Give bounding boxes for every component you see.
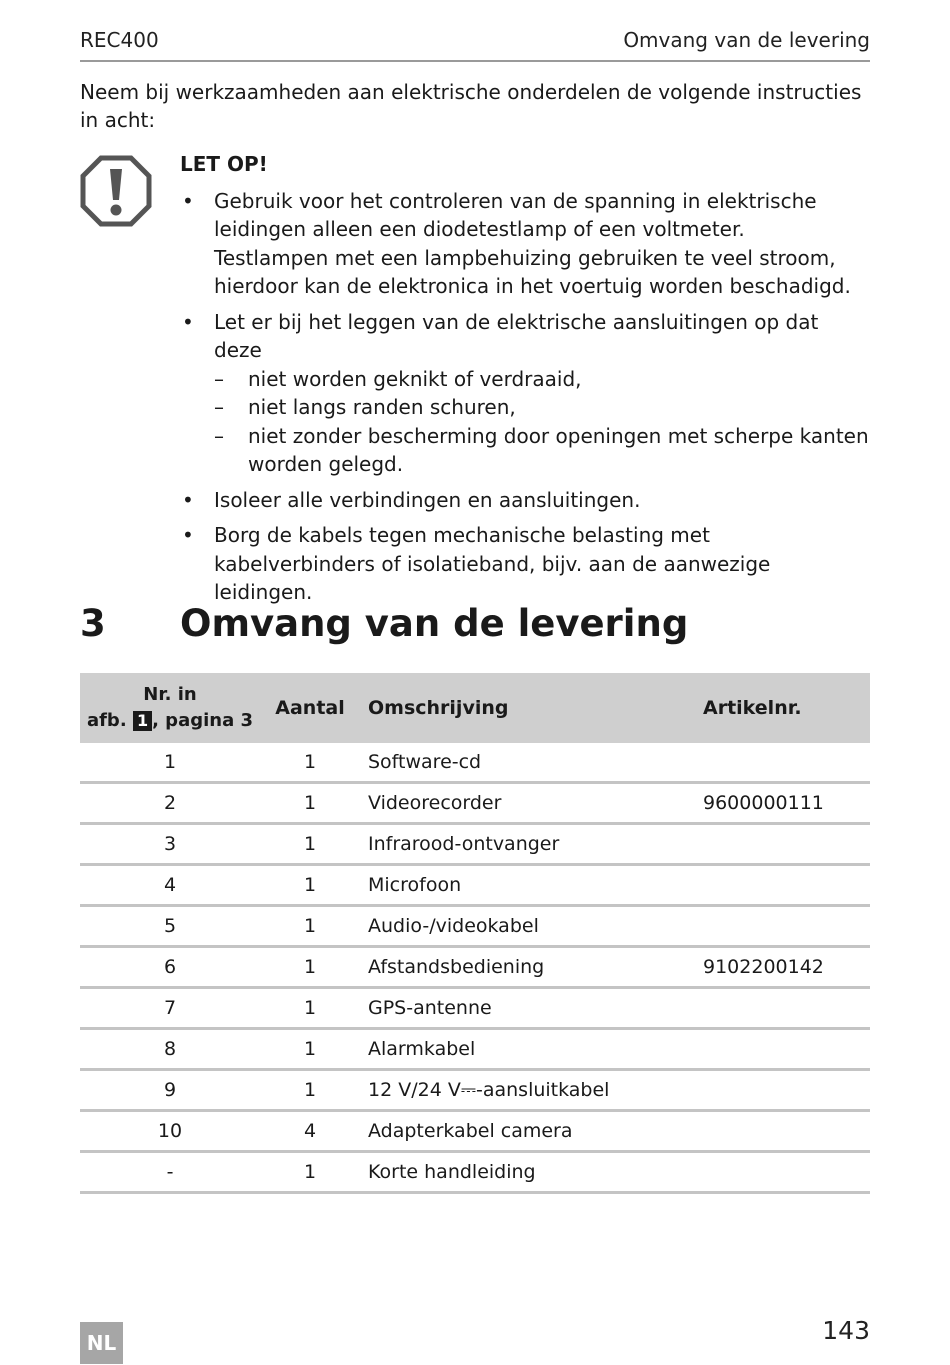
bullet-3-text: Isoleer alle verbindingen en aansluitingen. xyxy=(214,487,641,512)
header-nr-line1: Nr. in xyxy=(143,684,197,705)
dash-marker: – xyxy=(214,423,224,448)
figure-number-box: 1 xyxy=(133,711,152,731)
cell-nr: 6 xyxy=(80,947,260,988)
cell-omschrijving: Videorecorder xyxy=(360,783,703,824)
header-omschrijving: Omschrijving xyxy=(360,673,703,743)
cell-nr: 3 xyxy=(80,824,260,865)
cell-aantal: 1 xyxy=(260,743,360,783)
cell-aantal: 1 xyxy=(260,988,360,1029)
cell-omschrijving: Adapterkabel camera xyxy=(360,1111,703,1152)
table-row xyxy=(80,865,870,906)
intro-paragraph: Neem bij werkzaamheden aan elektrische onderdelen de volgende instructies in acht: xyxy=(80,80,862,132)
dash-marker: – xyxy=(214,366,224,391)
page-number: 143 xyxy=(822,1316,870,1345)
language-badge: NL xyxy=(80,1322,123,1364)
cell-nr: 5 xyxy=(80,906,260,947)
header-model: REC400 xyxy=(80,28,159,52)
sub-item-2-text: niet langs randen schuren, xyxy=(248,395,516,419)
table-row xyxy=(80,824,870,865)
bullet-marker: • xyxy=(182,487,194,512)
sub-item-3 xyxy=(214,422,870,479)
cell-artikelnr xyxy=(703,1070,870,1111)
cell-omschrijving: Microfoon xyxy=(360,865,703,906)
cell-omschrijving: Korte handleiding xyxy=(360,1152,703,1193)
delivery-scope-table xyxy=(80,673,870,1194)
table-row xyxy=(80,783,870,824)
table-row xyxy=(80,1029,870,1070)
cell-omschrijving: Software-cd xyxy=(360,743,703,783)
header-nr-line2 xyxy=(80,708,260,734)
page-header xyxy=(80,28,870,62)
sub-item-1-text: niet worden geknikt of verdraaid, xyxy=(248,366,582,391)
bullet-marker: • xyxy=(182,188,194,213)
warning-bullet-4 xyxy=(180,521,870,607)
cell-omschrijving: GPS-antenne xyxy=(360,988,703,1029)
cell-aantal: 1 xyxy=(260,824,360,865)
cell-nr: 10 xyxy=(80,1111,260,1152)
bullet-marker: • xyxy=(182,309,194,334)
header-nr-suffix: , pagina 3 xyxy=(152,710,254,731)
cell-artikelnr: 9600000111 xyxy=(703,783,870,824)
table-row xyxy=(80,1111,870,1152)
cell-nr: - xyxy=(80,1152,260,1193)
warning-bullet-3 xyxy=(180,486,870,515)
cell-aantal: 1 xyxy=(260,865,360,906)
cell-nr: 2 xyxy=(80,783,260,824)
table-row xyxy=(80,1070,870,1111)
cell-aantal: 1 xyxy=(260,783,360,824)
warning-block xyxy=(180,150,870,614)
cell-omschrijving: Afstandsbediening xyxy=(360,947,703,988)
cell-artikelnr xyxy=(703,1029,870,1070)
header-aantal: Aantal xyxy=(260,673,360,743)
cell-nr: 4 xyxy=(80,865,260,906)
section-number: 3 xyxy=(80,602,106,645)
cell-artikelnr xyxy=(703,1152,870,1193)
header-nr-prefix: afb. xyxy=(86,710,127,731)
bullet-4-text: Borg de kabels tegen mechanische belasting met kabelverbinders of isolatieband, bijv. aan de aanwezige leidingen. xyxy=(214,523,771,604)
section-title-text: Omvang van de levering xyxy=(180,602,689,645)
cell-nr: 8 xyxy=(80,1029,260,1070)
cell-aantal: 1 xyxy=(260,906,360,947)
warning-bullet-1 xyxy=(180,187,870,301)
bullet-2-text: Let er bij het leggen van de elektrische aansluitingen op dat deze xyxy=(214,309,819,362)
cell-artikelnr xyxy=(703,906,870,947)
cell-nr: 1 xyxy=(80,743,260,783)
header-nr xyxy=(80,673,260,743)
table-header-row xyxy=(80,673,870,743)
cell-aantal: 1 xyxy=(260,1070,360,1111)
header-artikelnr: Artikelnr. xyxy=(703,673,870,743)
bullet-1-text: Gebruik voor het controleren van de spanning in elektrische leidingen alleen een diodetestlamp of een voltmeter. xyxy=(214,188,817,241)
table-row xyxy=(80,1152,870,1193)
cell-artikelnr xyxy=(703,988,870,1029)
cell-nr: 7 xyxy=(80,988,260,1029)
sub-item-1 xyxy=(214,365,870,394)
header-chapter: Omvang van de levering xyxy=(623,28,870,52)
cell-artikelnr xyxy=(703,865,870,906)
cell-aantal: 4 xyxy=(260,1111,360,1152)
cell-nr: 9 xyxy=(80,1070,260,1111)
cell-omschrijving: Alarmkabel xyxy=(360,1029,703,1070)
bullet-marker: • xyxy=(182,523,194,547)
table-row xyxy=(80,906,870,947)
warning-bullet-2 xyxy=(180,308,870,479)
table-row xyxy=(80,947,870,988)
exclamation-octagon-icon xyxy=(80,155,152,227)
sub-item-2 xyxy=(214,393,870,422)
table-row xyxy=(80,743,870,783)
warning-title: LET OP! xyxy=(180,152,268,176)
cell-aantal: 1 xyxy=(260,1029,360,1070)
cell-aantal: 1 xyxy=(260,947,360,988)
cell-artikelnr xyxy=(703,1111,870,1152)
dash-marker: – xyxy=(214,395,224,419)
cell-artikelnr xyxy=(703,824,870,865)
manual-page xyxy=(80,0,870,1365)
cell-omschrijving: Audio-/videokabel xyxy=(360,906,703,947)
cell-artikelnr: 9102200142 xyxy=(703,947,870,988)
cell-aantal: 1 xyxy=(260,1152,360,1193)
sub-item-3-text: niet zonder bescherming door openingen met scherpe kanten worden gelegd. xyxy=(248,423,869,476)
cell-artikelnr xyxy=(703,743,870,783)
cell-omschrijving: Infrarood-ontvanger xyxy=(360,824,703,865)
bullet-1-text-2: Testlampen met een lampbehuizing gebruiken te veel stroom, hierdoor kan de elektronica in het voertuig worden beschadigd. xyxy=(214,245,851,298)
cell-omschrijving: 12 V/24 V⎓-aansluitkabel xyxy=(360,1070,703,1111)
table-row xyxy=(80,988,870,1029)
